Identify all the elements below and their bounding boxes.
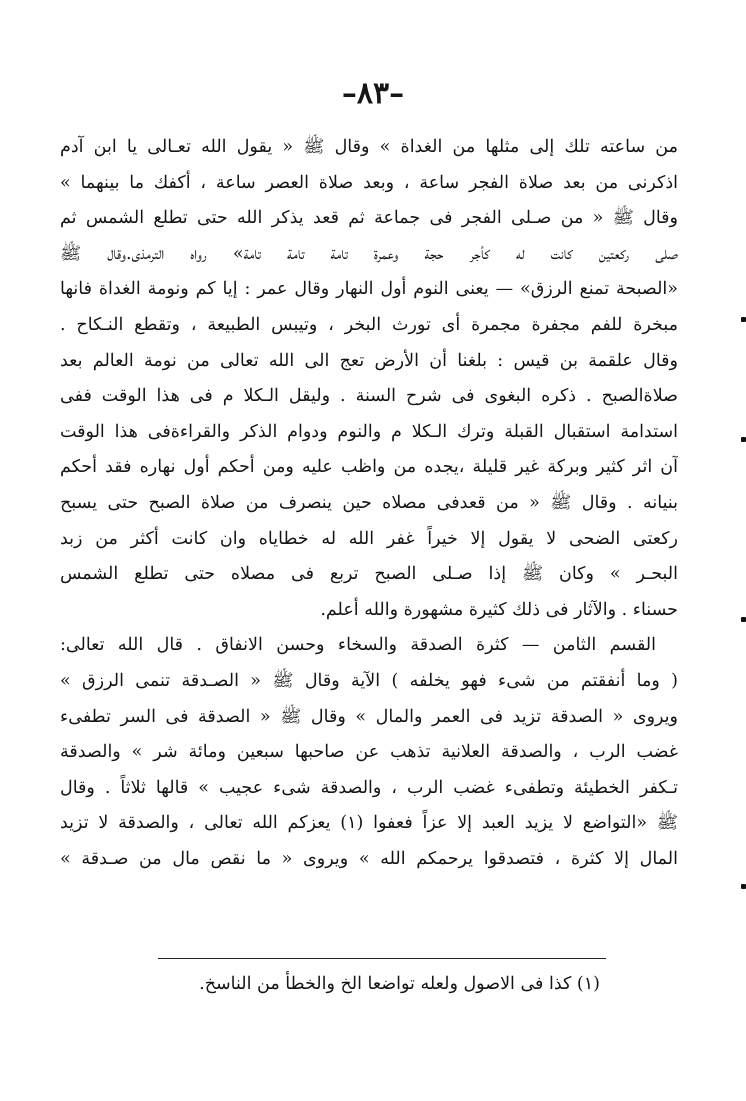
text-line: من ساعته تلك إلى مثلها من الغداة » وقال ﷺ « يقول الله تعـالى يا ابن آدم [60, 137, 678, 157]
text-line: مبخرة للفم مجفرة مجمرة أى تورث البخر ، وتيبس الطبيعة ، وتقطع النـكاح . [60, 314, 678, 335]
text-line: البحـر » وكان ﷺ إذا صـلى الصبح تربع فى مصلاه حتى تطلع الشمس [60, 564, 678, 585]
text-line: صلى ركعتين كانت له كأجر حجة وعمرة تامة تامة تامة» رواه الترمذى.وقال ﷺ [60, 243, 678, 264]
text-line: آن اثر كثير وبركة غير قليلة ،يجده من واظب عليه ومن أحكم أول نهاره فقد أحكم [60, 457, 678, 478]
text-line: تـكفر الخطيئة وتطفىء غضب الرب ، والصدقة شىء عجيب » قالها ثلاثاً . وقال [60, 777, 678, 798]
text-line: بنيانه . وقال ﷺ « من قعدفى مصلاه حين ينصرف من صلاة الصبح حتى يسبح [60, 492, 678, 513]
page-number: –٨٣– [341, 76, 405, 111]
text-line: استدامة استقبال القبلة وترك الـكلا م والنوم ودوام الذكر والقراءةفى هذا الوقت [60, 421, 678, 442]
text-line: ( وما أنفقتم من شىء فهو يخلفه ) الآية وقال ﷺ « الصـدقة تنمى الرزق » [60, 670, 678, 691]
text-line: «الصبحة تمنع الرزق» — يعنى النوم أول النهار وقال عمر : إيا كم ونومة الغداة فانها [60, 279, 678, 300]
text-line: غضب الرب ، والصدقة العلانية تذهب عن صاحبها سبعين ومائة شر » والصدقة [60, 742, 678, 763]
footnote: (١) كذا فى الاصول ولعله تواضعا الخ والخطأ من الناسخ. [199, 974, 600, 994]
binding-mark [741, 437, 746, 442]
text-line: اذكرنى من بعد صلاة الفجر ساعة ، وبعد صلاة العصر ساعة ، أكفك ما بينهما » [60, 172, 678, 193]
text-line-paragraph-end: حسناء . والآثار فى ذلك كثيرة مشهورة والله أعلم. [320, 599, 678, 620]
text-line: المال إلا كثرة ، فتصدقوا يرحمكم الله » ويروى « ما نقص مال من صـدقة » [60, 848, 678, 869]
text-line: ﷺ «التواضع لا يزيد العبد إلا عزاً فعفوا (١) يعزكم الله تعالى ، والصدقة لا تزيد [60, 813, 678, 834]
binding-mark [741, 617, 746, 622]
text-line: ويروى « الصدقة تزيد فى العمر والمال » وقال ﷺ « الصدقة فى السر تطفىء [60, 706, 678, 727]
binding-mark [741, 884, 746, 889]
body-text [60, 130, 678, 877]
binding-mark [741, 317, 746, 322]
text-line: ركعتى الضحى لا يقول إلا خيراً غفر الله له خطاياه وان كانت أكثر من زبد [60, 528, 678, 549]
section-heading-line: القسم الثامن — كثرة الصدقة والسخاء وحسن الانفاق . قال الله تعالى: [60, 635, 656, 656]
text-line: وقال ﷺ « من صـلى الفجر فى جماعة ثم قعد يذكر الله حتى تطلع الشمس ثم [60, 208, 678, 229]
footnote-divider [158, 958, 606, 959]
text-line: صلاةالصبح . ذكره البغوى فى شرح السنة . وليقل الـكلا م فى هذا الوقت ففى [60, 386, 678, 407]
text-line: وقال علقمة بن قيس : بلغنا أن الأرض تعج الى الله تعالى من نومة العالم بعد [60, 350, 678, 371]
